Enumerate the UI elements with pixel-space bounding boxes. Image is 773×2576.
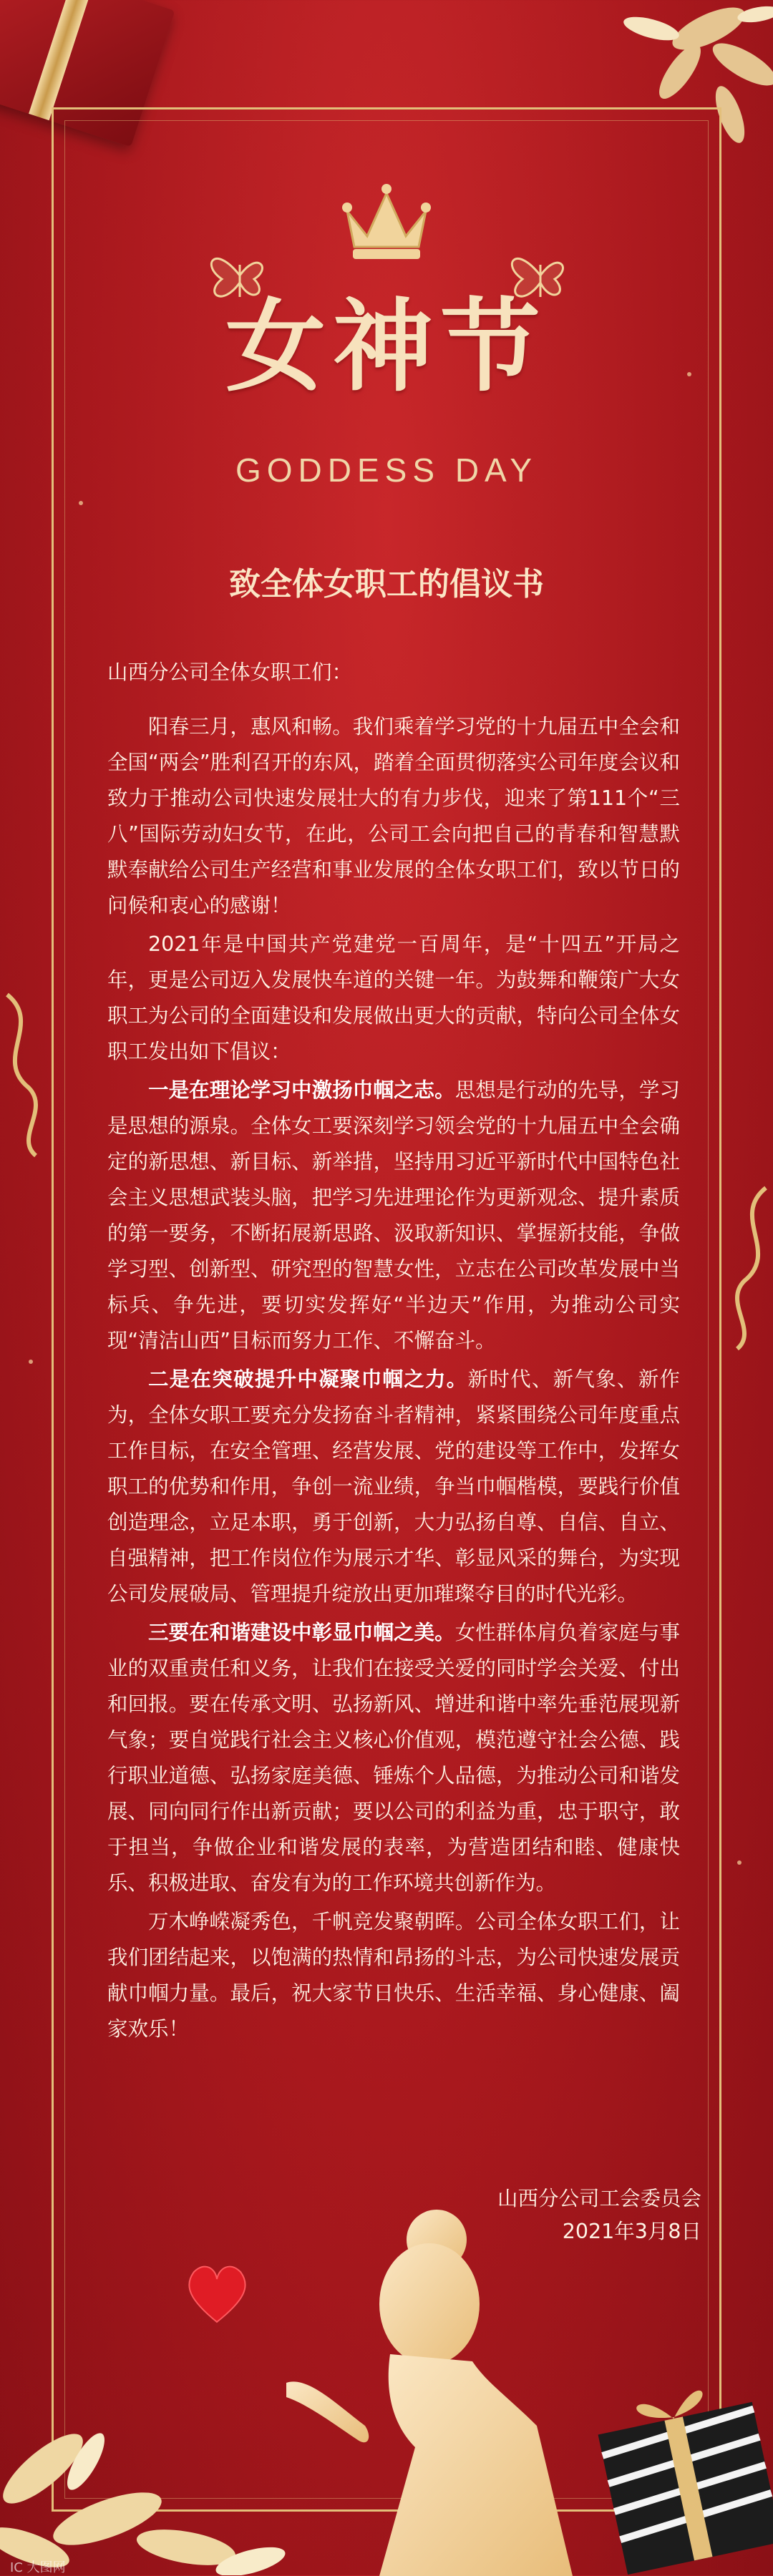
paragraph-text: 万木峥嵘凝秀色，千帆竞发聚朝晖。公司全体女职工们，让我们团结起来，以饱满的热情和昂扬的斗志，为公司快速发展贡献巾帼力量。最后，祝大家节日快乐、生活幸福、身心健康、阖家欢乐！ xyxy=(107,1910,680,2041)
sparkle xyxy=(29,1360,33,1364)
signature-org: 山西分公司工会委员会 xyxy=(497,2187,701,2210)
paragraph-text: 新时代、新气象、新作为，全体女职工要充分发扬奋斗者精神，紧紧围绕公司年度重点工作目标，在安全管理、经营发展、党的建设等工作中，发挥女职工的优势和作用，争创一流业绩，争当巾帼楷模，要践行价值创造理念，立足本职，勇于创新，大力弘扬自尊、自信、自立、自强精神，把工作岗位作为展示才华、彰显风采的舞台，为实现公司发展破局、管理提升绽放出更加璀璨夺目的时代光彩。 xyxy=(107,1367,680,1606)
paragraph xyxy=(107,709,680,924)
paragraph xyxy=(107,927,680,1070)
salutation: 山西分公司全体女职工们： xyxy=(107,660,353,684)
sparkle xyxy=(687,372,691,376)
paragraph xyxy=(107,1904,680,2047)
paragraph xyxy=(107,1362,680,1612)
paragraph-text: 2021年是中国共产党建党一百周年，是“十四五”开局之年，更是公司迈入发展快车道的关键一年。为鼓舞和鞭策广大女职工为公司的全面建设和发展做出更大的贡献，特向公司全体女职工发出如下倡议： xyxy=(107,932,680,1063)
goddess-day-subtitle: GODDESS DAY xyxy=(235,452,538,489)
gold-ribbon-decoration xyxy=(723,1181,773,1352)
paragraph-lead: 一是在理论学习中激扬巾帼之志。 xyxy=(148,1078,455,1102)
proposal-body xyxy=(107,655,680,2050)
paragraph-text: 女性群体肩负着家庭与事业的双重责任和义务，让我们在接受关爱的同时学会关爱、付出和回报。要在传承文明、弘扬新风、增进和谐中率先垂范展现新气象；要自觉践行社会主义核心价值观，模范遵守社会公德、践行职业道德、弘扬家庭美德、锤炼个人品德，为推动公司和谐发展、同向同行作出新贡献；要以公司的利益为重，忠于职守，敢于担当，争做企业和谐发展的表率，为营造团结和睦、健康快乐、积极进取、奋发有为的工作环境共创新作为。 xyxy=(107,1621,680,1895)
paragraph-lead: 二是在突破提升中凝聚巾帼之力。 xyxy=(148,1367,468,1391)
heart-icon xyxy=(183,2261,251,2326)
gift-box-decoration xyxy=(580,2333,773,2575)
gold-leaves-decoration xyxy=(0,2361,301,2575)
proposal-title: 致全体女职工的倡议书 xyxy=(229,566,544,602)
paragraph-lead: 三要在和谐建设中彰显巾帼之美。 xyxy=(148,1621,455,1644)
paragraph-text: 阳春三月，惠风和畅。我们乘着学习党的十九届五中全会和全国“两会”胜利召开的东风，踏着全面贯彻落实公司年度会议和致力于推动公司快速发展壮大的有力步伐，迎来了第111个“三八”国际劳动妇女节，在此，公司工会向把自己的青春和智慧默默奉献给公司生产经营和事业发展的全体女职工们，致以节日的问候和衷心的感谢！ xyxy=(107,715,680,917)
sparkle xyxy=(737,1860,742,1865)
paragraph xyxy=(107,1073,680,1359)
watermark: IC 大图网 xyxy=(10,2560,66,2575)
sparkle xyxy=(79,501,83,505)
gold-ribbon-decoration xyxy=(0,987,50,1159)
signature-date: 2021年3月8日 xyxy=(562,2220,701,2243)
paragraph-text: 思想是行动的先导，学习是思想的源泉。全体女工要深刻学习领会党的十九届五中全会确定的新思想、新目标、新举措，坚持用习近平新时代中国特色社会主义思想武装头脑，把学习先进理论作为更新观念、提升素质的第一要务，不断拓展新思路、汲取新知识、掌握新技能，争做学习型、创新型、研究型的智慧女性，立志在公司改革发展中当标兵、争先进，要切实发挥好“半边天”作用，为推动公司实现“清洁山西”目标而努力工作、不懈奋斗。 xyxy=(107,1078,680,1352)
goddess-day-title: 女神节 xyxy=(225,288,548,406)
paragraph xyxy=(107,1615,680,1901)
crown-icon xyxy=(340,179,433,265)
